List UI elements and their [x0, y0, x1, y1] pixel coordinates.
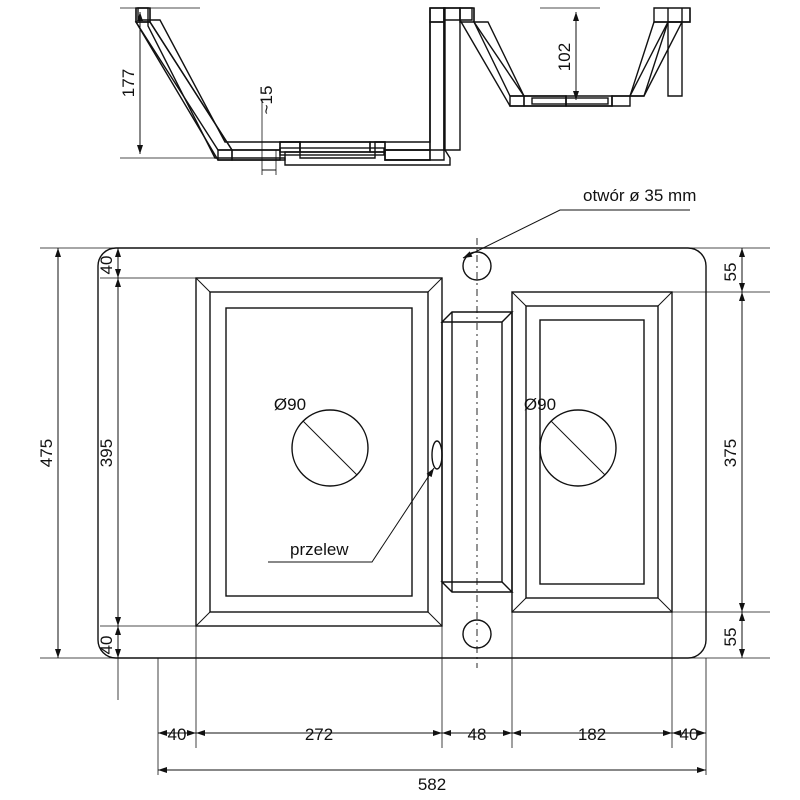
divider-plan — [432, 312, 512, 592]
dim-272-text: 272 — [304, 725, 334, 744]
right-bowl-plan — [512, 292, 672, 612]
dim-395-text: 395 — [97, 438, 116, 468]
dim-182-text: 182 — [577, 725, 607, 744]
dim-40-top-text: 40 — [97, 255, 116, 275]
leader-tap-hole — [463, 186, 696, 258]
leader-drain-left — [274, 395, 306, 414]
dim-55-top-text: 55 — [721, 262, 740, 282]
dim-40-bottom-text: 40 — [97, 635, 116, 655]
dim-55-bottom-text: 55 — [721, 627, 740, 647]
dim-divider-width — [442, 725, 512, 744]
section-view — [119, 8, 690, 175]
dim-right-bowl-width — [512, 725, 672, 744]
dim-overall-width — [158, 770, 706, 794]
dim-15-text: ~15 — [257, 85, 276, 115]
left-bowl-plan — [196, 278, 442, 626]
label-diameter-right: Ø90 — [523, 395, 557, 414]
label-diameter-left: Ø90 — [273, 395, 307, 414]
dim-bottom-offset — [97, 626, 118, 658]
dim-right-inner-height — [721, 292, 742, 612]
dim-top-offset-right — [721, 248, 742, 292]
dim-102-text: 102 — [555, 42, 574, 72]
dim-40-right-text: 40 — [679, 725, 699, 744]
dim-wall-thickness — [257, 86, 276, 175]
dim-left-bowl-width — [196, 725, 442, 744]
dim-475-text: 475 — [37, 438, 56, 468]
dim-left-margin — [158, 725, 196, 744]
dim-overall-height — [37, 248, 58, 658]
plan-view — [37, 186, 770, 794]
label-overflow: przelew — [290, 540, 349, 559]
leader-overflow — [268, 468, 434, 562]
dim-inner-height — [97, 278, 118, 626]
dim-depth-right — [540, 8, 600, 104]
dim-top-offset — [97, 248, 118, 278]
dim-depth-left — [119, 8, 215, 158]
leader-drain-right — [524, 395, 556, 414]
dim-177-text: 177 — [119, 68, 138, 98]
dim-375-text: 375 — [721, 438, 740, 468]
right-bowl-section — [460, 8, 690, 106]
label-tap-hole: otwór ø 35 mm — [583, 186, 697, 205]
dim-bottom-offset-right — [721, 612, 742, 658]
divider-section — [444, 8, 472, 150]
dim-right-margin — [672, 725, 706, 744]
dim-40-left-text: 40 — [167, 725, 187, 744]
dim-48-text: 48 — [467, 725, 487, 744]
dim-582-text: 582 — [417, 775, 447, 794]
left-bowl-section — [136, 8, 444, 160]
